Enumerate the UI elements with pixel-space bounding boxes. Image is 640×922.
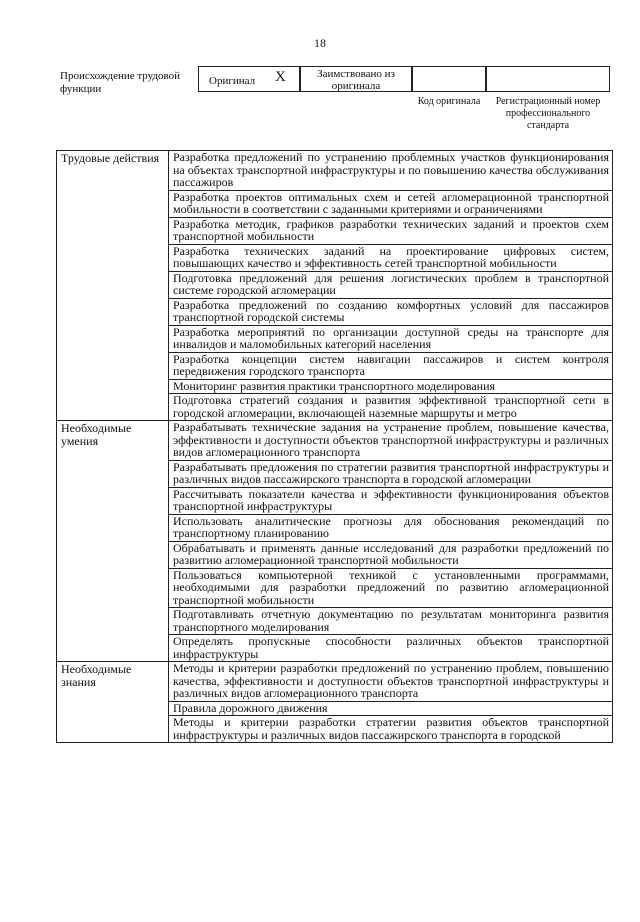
- origin-box: [198, 66, 610, 94]
- section-title: Необходимые умения: [57, 421, 169, 662]
- section-title: Трудовые действия: [57, 151, 169, 421]
- section-item: Подготавливать отчетную документацию по результатам мониторинга развития транспортного моделирования: [169, 608, 613, 635]
- section-item: Разработка мероприятий по организации доступной среды на транспорте для инвалидов и маломобильных категорий населения: [169, 325, 613, 352]
- section-item: Обрабатывать и применять данные исследований для разработки предложений по развитию агломерационной транспортной мобильности: [169, 541, 613, 568]
- section-item: Разработка проектов оптимальных схем и сетей агломерационной транспортной мобильности в соответствии с заданными критериями и ограничениями: [169, 190, 613, 217]
- section-item: Разработка концепции систем навигации пассажиров и систем контроля передвижения городского транспорта: [169, 352, 613, 379]
- section-item: Определять пропускные способности различных объектов транспортной инфраструктуры: [169, 635, 613, 662]
- section-title: Необходимые знания: [57, 662, 169, 743]
- original-mark: X: [275, 69, 286, 85]
- section-item: Подготовка стратегий создания и развития эффективной транспортной сети в городской агломерации, включающей наземные маршруты и метро: [169, 394, 613, 421]
- borrowed-cell: Заимствовано из оригинала: [300, 66, 412, 92]
- registration-cell: [486, 66, 610, 92]
- labor-function-table: [56, 150, 613, 743]
- section-item: Мониторинг развития практики транспортного моделирования: [169, 379, 613, 394]
- page-bottom-margin: [0, 907, 640, 922]
- section-item: Подготовка предложений для решения логистических проблем в транспортной системе городской агломерации: [169, 271, 613, 298]
- section-item: Пользоваться компьютерной техникой с установленными программами, необходимыми для разработки предложений по развитию агломерационной транспортной мобильности: [169, 568, 613, 608]
- section-item: Правила дорожного движения: [169, 701, 613, 716]
- original-cell: [198, 66, 300, 92]
- origin-label: Происхождение трудовой функции: [60, 70, 181, 95]
- registration-caption: Регистрационный номер профессионального стандарта: [495, 96, 601, 131]
- section-item: Использовать аналитические прогнозы для обоснования рекомендаций по транспортному планированию: [169, 514, 613, 541]
- code-cell: [412, 66, 486, 92]
- section-item: Разрабатывать технические задания на устранение проблем, повышение качества, эффективности и доступности объектов транспортной инфраструктуры и различных видов агломерационного транспорта: [169, 421, 613, 461]
- section-item: Разработка предложений по созданию комфортных условий для пассажиров транспортной городской системы: [169, 298, 613, 325]
- section-item: Разрабатывать предложения по стратегии развития транспортной инфраструктуры и различных видов пассажирского транспорта в городской агломерации: [169, 460, 613, 487]
- section-item: Методы и критерии разработки предложений по устранению проблем, повышению качества, эффективности и доступности объектов транспортной инфраструктуры и различных видов агломерационного транспорта: [169, 662, 613, 702]
- section-item: Рассчитывать показатели качества и эффективности функционирования объектов транспортной инфраструктуры: [169, 487, 613, 514]
- table-row: [57, 421, 613, 461]
- section-item: Методы и критерии разработки стратегии развития объектов транспортной инфраструктуры и различных видов пассажирского транспорта в городской: [169, 716, 613, 743]
- table-row: [57, 151, 613, 191]
- code-caption: Код оригинала: [417, 96, 481, 107]
- section-item: Разработка технических заданий на проектирование цифровых систем, повышающих качество и эффективность сетей транспортной мобильности: [169, 244, 613, 271]
- section-item: Разработка предложений по устранению проблемных участков функционирования на объектах транспортной инфраструктуры и по повышению качества обслуживания пассажиров: [169, 151, 613, 191]
- original-label: Оригинал: [209, 75, 256, 87]
- section-item: Разработка методик, графиков разработки технических заданий и проектов схем транспортной мобильности: [169, 217, 613, 244]
- page-number: 18: [314, 36, 326, 50]
- table-row: [57, 662, 613, 702]
